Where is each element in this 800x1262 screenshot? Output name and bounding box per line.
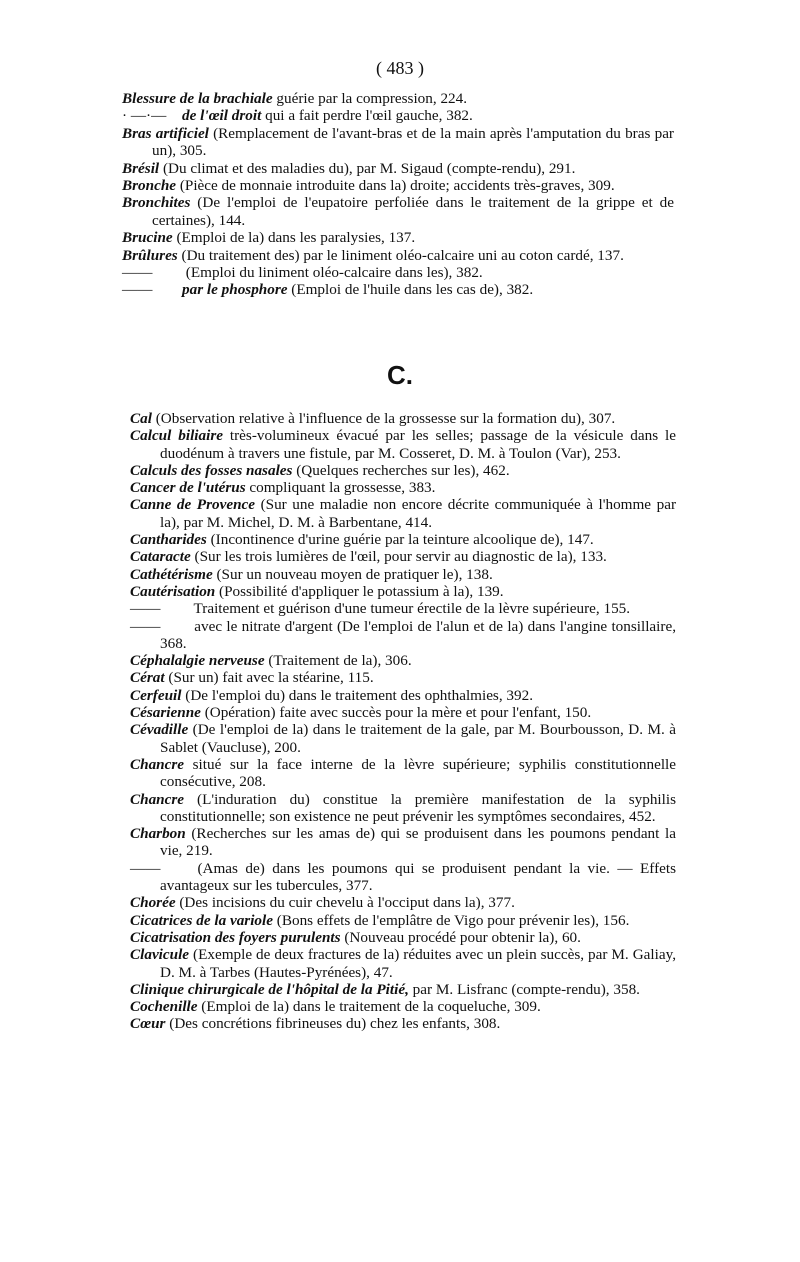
index-entry — [130, 894, 676, 911]
index-entry — [130, 669, 676, 686]
index-section-c — [130, 410, 676, 1033]
index-term: Cal — [130, 410, 152, 427]
index-entry — [130, 600, 676, 617]
index-term: Césarienne — [130, 704, 201, 722]
index-entry — [130, 479, 676, 496]
repeat-dash: · —·— — [122, 107, 167, 125]
index-text: (Sur un nouveau moyen de pratiquer le), 138. — [212, 565, 493, 583]
index-text: (Des incisions du cuir chevelu à l'occiput dans la), 377. — [175, 894, 515, 912]
index-text: (Exemple de deux fractures de la) réduites avec un plein succès, par M. Galiay, D. M. à Tarbes (Hautes-Pyrénées), 47. — [160, 946, 676, 981]
index-term: Chancre — [130, 790, 185, 808]
index-term: Calculs des fosses nasales — [130, 461, 293, 479]
index-term: Charbon — [130, 825, 186, 843]
index-entry — [130, 583, 676, 600]
index-term: Céphalalgie nerveuse — [130, 652, 265, 670]
index-entry — [122, 107, 674, 124]
index-text: (Emploi de l'huile dans les cas de), 382. — [287, 281, 534, 299]
index-entry — [130, 721, 676, 756]
index-term: Cerfeuil — [130, 686, 182, 704]
index-term: Cicatrices de la variole — [130, 911, 273, 929]
index-term: Clavicule — [130, 946, 190, 964]
index-term: Blessure de la brachiale — [122, 90, 273, 107]
index-entry — [130, 791, 676, 826]
index-text: (De l'emploi de l'eupatoire perfoliée dans le traitement de la grippe et de certaines), 144. — [152, 194, 674, 229]
section-letter-c: C. — [387, 360, 413, 390]
index-entry — [122, 247, 674, 264]
index-term: Canne de Provence — [130, 496, 256, 514]
index-entry — [122, 264, 674, 281]
index-text: (Nouveau procédé pour obtenir la), 60. — [340, 928, 581, 946]
index-text: qui a fait perdre l'œil gauche, 382. — [261, 107, 473, 125]
index-term: par le phosphore — [182, 281, 288, 299]
index-term: Chorée — [130, 894, 176, 912]
index-text: (De l'emploi du) dans le traitement des ophthalmies, 392. — [181, 686, 534, 704]
index-term: Chancre — [130, 755, 185, 773]
index-term: Brûlures — [122, 246, 178, 264]
index-entry — [130, 566, 676, 583]
index-entry — [130, 946, 676, 981]
index-text: (Sur une maladie non encore décrite communiquée à l'homme par la), par M. Michel, D. M. à Barbentane, 414. — [160, 496, 676, 531]
repeat-dash: —— — [130, 617, 161, 635]
index-entry — [130, 548, 676, 565]
index-entry — [130, 1015, 676, 1032]
index-text: très-volumineux évacué par les selles; passage de la vésicule dans le duodénum à travers une fistule, par M. Cosseret, D. M. à Toulon (Var), 253. — [160, 427, 676, 462]
index-text: situé sur la face interne de la lèvre supérieure; syphilis constitutionnelle consécutive, 208. — [160, 755, 676, 791]
index-entry — [122, 281, 674, 298]
index-text: (Quelques recherches sur les), 462. — [292, 461, 510, 479]
index-text: (Emploi du liniment oléo-calcaire dans les), 382. — [182, 264, 483, 282]
index-term: Cœur — [130, 1015, 166, 1033]
index-term: Cantharides — [130, 531, 207, 549]
index-entry — [130, 704, 676, 721]
index-term: Bras artificiel — [122, 124, 209, 142]
index-entry — [122, 125, 674, 160]
index-text: (L'induration du) constitue la première manifestation de la syphilis constitutionnelle; son existence ne peut prévenir les symptômes secondaires, 452. — [160, 790, 676, 825]
index-entry — [130, 929, 676, 946]
index-entry — [130, 825, 676, 860]
index-text: (De l'emploi de la) dans le traitement de la gale, par M. Bourbousson, D. M. à Sablet (Vaucluse), 200. — [160, 721, 676, 756]
index-text: (Du traitement des) par le liniment oléo-calcaire uni au coton cardé, 137. — [177, 246, 624, 264]
index-text: (Emploi de la) dans les paralysies, 137. — [172, 229, 416, 247]
repeat-dash: —— — [130, 600, 161, 618]
repeat-dash: —— — [130, 859, 161, 877]
index-entry — [130, 496, 676, 531]
index-text: guérie par la compression, 224. — [272, 90, 468, 107]
index-entry — [122, 160, 674, 177]
index-term: Cérat — [130, 669, 165, 687]
index-term: Cataracte — [130, 548, 191, 566]
index-text: (Recherches sur les amas de) qui se produisent dans les poumons pendant la vie, 219. — [160, 825, 676, 860]
index-entry — [122, 90, 674, 107]
index-term: Brucine — [122, 229, 173, 247]
index-text: (Sur les trois lumières de l'œil, pour servir au diagnostic de la), 133. — [190, 548, 607, 566]
index-entry — [130, 462, 676, 479]
index-term: Cévadille — [130, 721, 189, 739]
index-text: (Amas de) dans les poumons qui se produisent pendant la vie. — Effets avantageux sur les tubercules, 377. — [160, 859, 676, 895]
index-entry — [130, 427, 676, 462]
index-text: (Bons effets de l'emplâtre de Vigo pour prévenir les), 156. — [272, 911, 630, 929]
index-entry — [130, 687, 676, 704]
index-text: (Des concrétions fibrineuses du) chez les enfants, 308. — [165, 1015, 501, 1033]
index-text: (Traitement de la), 306. — [264, 652, 412, 670]
index-entry — [122, 229, 674, 246]
index-term: Clinique chirurgicale de l'hôpital de la Pitié, — [130, 980, 409, 998]
index-term: Brésil — [122, 159, 160, 177]
index-entry — [130, 652, 676, 669]
index-text: (Sur un) fait avec la stéarine, 115. — [164, 669, 374, 687]
page-number: ( 483 ) — [376, 58, 424, 78]
index-entry — [130, 981, 676, 998]
index-term: Cancer de l'utérus — [130, 479, 246, 497]
index-term: Calcul biliaire — [130, 427, 223, 445]
index-term: Cautérisation — [130, 582, 216, 600]
index-term: de l'œil droit — [182, 107, 262, 125]
repeat-dash: —— — [122, 281, 153, 299]
index-entry — [130, 756, 676, 791]
index-term: Cicatrisation des foyers purulents — [130, 928, 341, 946]
repeat-dash: —— — [122, 264, 153, 282]
index-section-b — [122, 90, 674, 299]
index-entry — [122, 194, 674, 229]
index-entry — [130, 912, 676, 929]
index-text: par M. Lisfranc (compte-rendu), 358. — [408, 980, 640, 998]
index-entry — [122, 177, 674, 194]
index-entry — [130, 998, 676, 1015]
index-entry — [130, 860, 676, 895]
index-text: (Remplacement de l'avant-bras et de la main après l'amputation du bras par un), 305. — [152, 124, 674, 160]
index-text: (Observation relative à l'influence de la grossesse sur la formation du), 307. — [151, 410, 616, 427]
index-term: Cochenille — [130, 998, 198, 1016]
index-text: (Pièce de monnaie introduite dans la) droite; accidents très-graves, 309. — [176, 177, 615, 195]
index-entry — [130, 618, 676, 653]
index-text: (Du climat et des maladies du), par M. Sigaud (compte-rendu), 291. — [159, 159, 576, 177]
index-text: (Possibilité d'appliquer le potassium à la), 139. — [215, 582, 504, 600]
index-text: compliquant la grossesse, 383. — [245, 479, 436, 497]
index-entry — [130, 531, 676, 548]
index-term: Cathétérisme — [130, 565, 213, 583]
index-term: Bronche — [122, 177, 177, 195]
index-text: (Opération) faite avec succès pour la mère et pour l'enfant, 150. — [200, 704, 592, 722]
index-text: Traitement et guérison d'une tumeur érectile de la lèvre supérieure, 155. — [190, 600, 631, 618]
index-text: avec le nitrate d'argent (De l'emploi de l'alun et de la) dans l'angine tonsillaire, 368. — [160, 617, 676, 652]
index-text: (Emploi de la) dans le traitement de la coqueluche, 309. — [197, 998, 541, 1016]
index-entry — [130, 410, 676, 427]
index-text: (Incontinence d'urine guérie par la teinture alcoolique de), 147. — [206, 531, 594, 549]
index-term: Bronchites — [122, 194, 191, 212]
